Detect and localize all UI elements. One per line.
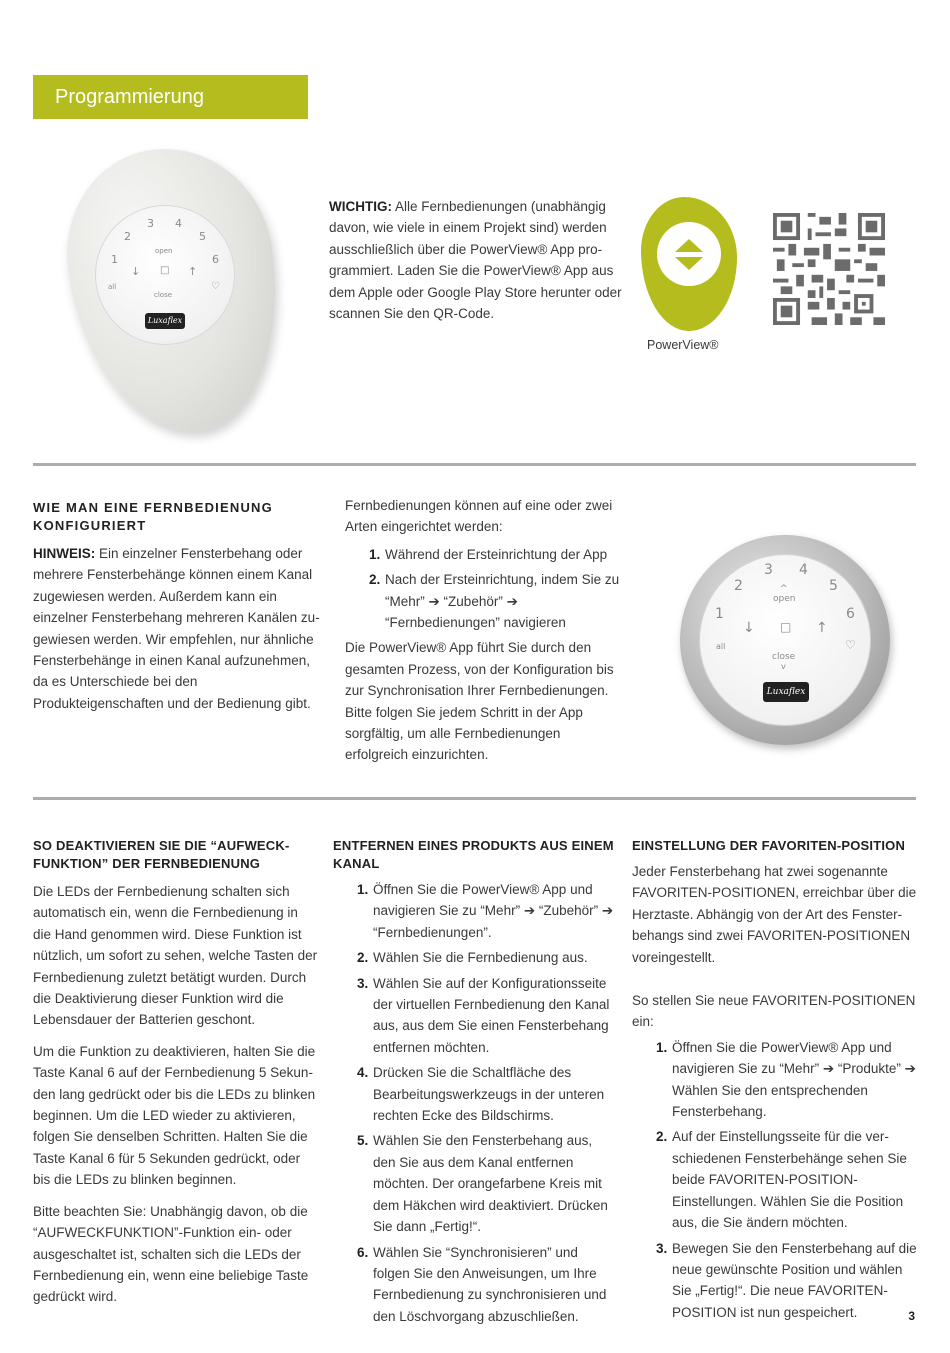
close-label: close: [154, 291, 173, 299]
channel-3-label: 3: [147, 217, 154, 230]
powerview-arrows-icon: [657, 222, 721, 286]
wake-function-heading: SO DEAKTIVIEREN SIE DIE “AUFWECKFUNKTION” DER FERNBEDIENUNG: [33, 838, 290, 871]
list-item: 1. Während der Ersteinrichtung der App: [369, 546, 608, 562]
favorite-position-steps: [632, 1037, 917, 1323]
intro-text: Alle Fernbedienungen (unabhängig davon, wie viele in einem Projekt sind) werden ausschließlich über die PowerView® App programmiert. Laden Sie die PowerView® App aus dem Apple oder Google Play Store herunter oder scannen Sie den QR-Code.: [329, 199, 622, 322]
stop-icon: □: [780, 620, 792, 634]
note-text: Ein einzelner Fensterbehang oder mehrere Fensterbehänge können einem Kanal zugewiesen werden. Außerdem kann ein einzelner Fensterbehang mehreren Kanälen zugewiesen werden. Wir empfehlen, nur ähnliche Fensterbehänge in einen Kanal aufzunehmen, da es Unterschiede bei den Produkteigenschaften und der Bedienung gibt.: [33, 546, 320, 711]
heart-icon: ♡: [845, 638, 856, 652]
up-arrow-icon: ↑: [816, 620, 828, 636]
open-label: open: [773, 594, 796, 604]
section-title: Programmierung: [33, 75, 308, 119]
configure-steps: [345, 544, 625, 634]
section-divider: [33, 463, 916, 466]
open-chevron-icon: ^: [780, 584, 788, 594]
list-item: 6. Wählen Sie “Synchronisieren” und folgen Sie den Anweisungen, um Ihre Fernbedienung zu synchronisieren und den Löschvorgang abzuschließen.: [357, 1244, 607, 1324]
down-arrow-icon: ↓: [743, 620, 755, 636]
channel-4-label: 4: [175, 217, 182, 230]
favorite-position-section: [632, 837, 917, 1327]
powerview-logo-circle: [657, 222, 721, 286]
stop-icon: □: [160, 265, 170, 276]
remove-product-section: [333, 837, 618, 1331]
note-label: HINWEIS:: [33, 546, 96, 561]
qr-code-icon[interactable]: [773, 213, 885, 325]
up-arrow-icon: ↑: [188, 265, 198, 278]
open-label: open: [155, 247, 173, 255]
list-item: 4. Drücken Sie die Schaltfläche des Bearbeitungswerkzeugs in der unteren rechten Ecke des Bildschirms.: [357, 1065, 605, 1124]
round-remote-dial: [699, 554, 871, 726]
channel-1-label: 1: [715, 606, 724, 622]
configure-heading: WIE MAN EINE FERNBEDIENUNG KONFIGURIERT: [33, 500, 273, 533]
configure-methods: [345, 495, 625, 766]
close-label: close: [772, 652, 796, 662]
channel-5-label: 5: [829, 578, 838, 594]
configure-intro: Fernbedienungen können auf eine oder zwei Arten eingerichtet werden:: [345, 498, 613, 535]
remote-dial: [95, 205, 235, 345]
wake-function-p3: Bitte beachten Sie: Unabhängig davon, ob die “AUFWECKFUNKTION”-Funktion ein- oder ausgeschaltet ist, schalten sich die LEDs der Fernbedienung ein, wenn eine beliebige Taste gedrückt wird.: [33, 1203, 309, 1305]
note-paragraph: [33, 543, 325, 714]
all-label: all: [108, 283, 117, 291]
channel-4-label: 4: [799, 562, 808, 578]
brand-logo: Luxaflex: [145, 313, 185, 329]
favorite-position-p2: So stellen Sie neue FAVORITEN-POSITIONEN ein:: [632, 993, 916, 1030]
close-chevron-icon: v: [781, 662, 786, 671]
brand-logo: Luxaflex: [763, 682, 809, 702]
intro-paragraph: [329, 196, 624, 324]
list-item: 5. Wählen Sie den Fensterbehang aus, den Sie aus dem Kanal entfernen möchten. Der orangefarbene Kreis mit dem Häkchen wird deaktiviert. Drücken Sie dann „Fertig!“.: [357, 1133, 608, 1235]
channel-3-label: 3: [764, 562, 773, 578]
all-label: all: [716, 642, 726, 651]
list-item: 2. Auf der Einstellungsseite für die verschiedenen Fensterbehänge sehen Sie beide FAVORITEN-POSITION-Einstellungen. Wählen Sie die Position aus, die Sie ändern möchten.: [656, 1129, 907, 1231]
wake-function-p2: Um die Funktion zu deaktivieren, halten Sie die Taste Kanal 6 auf der Fernbedienung 5 Sekunden lang gedrückt oder bis die LEDs zu blinken beginnen. Um die LED wieder zu aktivieren, folgen Sie denselben Schritten. Halten Sie die Taste Kanal 6 für 5 Sekunden gedrückt, oder bis die LEDs zu blinken beginnen.: [33, 1043, 316, 1188]
list-item: 1. Öffnen Sie die PowerView® App und navigieren Sie zu “Mehr” ➔ “Zubehör” ➔ “Fernbedienungen”.: [357, 882, 614, 940]
list-item: 2. Nach der Ersteinrichtung, indem Sie zu “Mehr” ➔ “Zubehör” ➔ “Fernbedienungen” navigieren: [369, 572, 620, 631]
list-item: 2. Wählen Sie die Fernbedienung aus.: [357, 950, 588, 966]
wake-function-section: [33, 837, 318, 1308]
list-item: 1. Öffnen Sie die PowerView® App und navigieren Sie zu “Mehr” ➔ “Produkte” ➔ Wählen Sie den entsprechenden Fensterbehang.: [656, 1039, 916, 1120]
list-item: 3. Wählen Sie auf der Konfigurationsseite der virtuellen Fernbedienung den Kanal aus, aus dem Sie einen Fensterbehang entfernen möchten.: [357, 975, 610, 1055]
channel-6-label: 6: [212, 253, 219, 266]
remove-product-steps: [333, 879, 618, 1327]
list-item: 3. Bewegen Sie den Fensterbehang auf die neue gewünschte Position und wählen Sie „Fertig!“. Die neue FAVORITEN-POSITION ist nun gespeichert.: [656, 1240, 917, 1320]
channel-1-label: 1: [111, 253, 118, 266]
intro-label: WICHTIG:: [329, 199, 392, 214]
favorite-position-heading: EINSTELLUNG DER FAVORITEN-POSITION: [632, 838, 906, 853]
favorite-position-p1: Jeder Fensterbehang hat zwei sogenannte FAVORITEN-POSITIONEN, erreichbar über die Herztaste. Abhängig von der Art des Fensterbehangs sind zwei FAVORITEN-POSITIONEN voreingestellt.: [632, 864, 917, 965]
configure-outro: Die PowerView® App führt Sie durch den gesamten Prozess, von der Konfiguration bis zur Synchronisation Ihrer Fernbedienungen. Bitte folgen Sie jedem Schritt in der App sorgfältig, um alle Fernbedienungen erfolgreich einzurichten.: [345, 640, 614, 763]
page-number: 3: [908, 1309, 915, 1323]
section-divider: [33, 797, 916, 800]
channel-5-label: 5: [199, 230, 206, 243]
channel-2-label: 2: [734, 578, 743, 594]
remove-product-heading: ENTFERNEN EINES PRODUKTS AUS EINEM KANAL: [333, 838, 614, 871]
channel-2-label: 2: [124, 230, 131, 243]
down-arrow-icon: ↓: [131, 265, 141, 278]
heart-icon: ♡: [211, 281, 220, 292]
channel-6-label: 6: [846, 606, 855, 622]
powerview-label: PowerView®: [647, 338, 719, 352]
wake-function-p1: Die LEDs der Fernbedienung schalten sich automatisch ein, wenn die Fernbedienung in die Hand genommen wird. Diese Funktion ist nützlich, um sofort zu sehen, welche Tasten der Fernbedienung zuletzt betätigt wurden. Durch die Deaktivierung dieser Funktion wird die Lebensdauer der Batterien geschont.: [33, 884, 318, 1028]
